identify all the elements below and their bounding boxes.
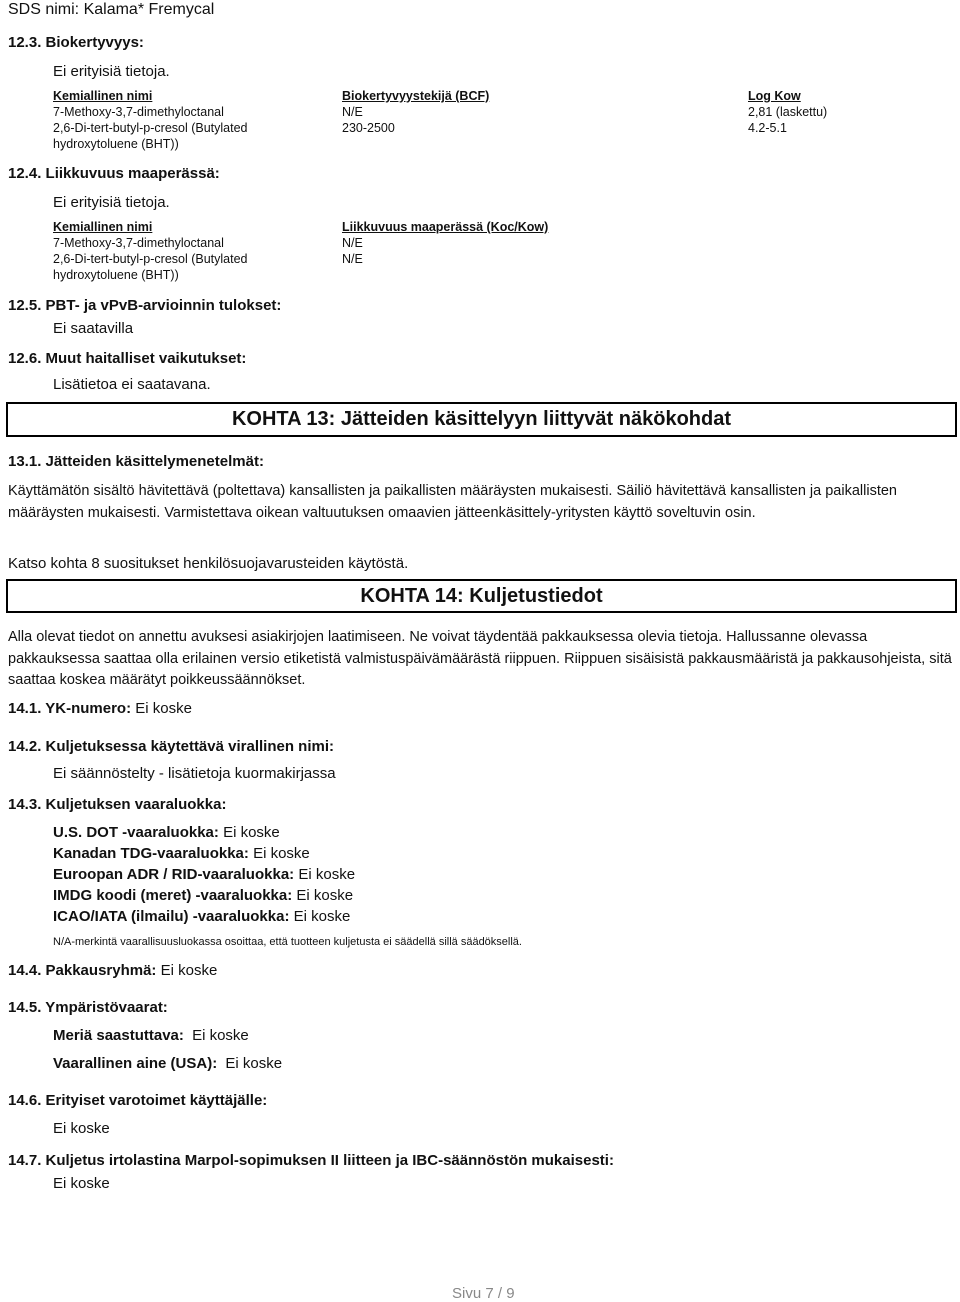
bcf-col-name-header: Kemiallinen nimi	[53, 89, 153, 103]
section-13-1-text: Käyttämätön sisältö hävitettävä (poltettava) kansallisten ja paikallisten määräysten mukaisesti. Säiliö hävitettävä kansallisten ja paikallisten määräysten mukaisesti. Varmistettava oikean valtuutuksen omaavien jätteenkäsittely-yritysten käyttö soveltuvin osin.	[8, 483, 897, 521]
marine-pollutant-label: Meriä saastuttava:	[53, 1027, 184, 1044]
marine-pollutant-value: Ei koske	[192, 1027, 249, 1044]
hazardous-substance-row	[53, 1055, 282, 1072]
section-13-1-heading: 13.1. Jätteiden käsittelymenetelmät:	[8, 453, 264, 470]
yk-number-label: 14.1. YK-numero:	[8, 700, 132, 717]
packing-group-label: 14.4. Pakkausryhmä:	[8, 962, 157, 979]
section-14-6-value: Ei koske	[53, 1120, 110, 1137]
koc-row-2-value: N/E	[342, 252, 363, 266]
class-value: Ei koske	[253, 845, 310, 862]
hazardous-substance-label: Vaarallinen aine (USA):	[53, 1055, 218, 1072]
section-14-intro: Alla olevat tiedot on annettu avuksesi asiakirjojen laatimiseen. Ne voivat täydentää pakkauksessa olevia tietoja. Hallussanne olevassa pakkauksessa saattaa olla erilainen versio etiketistä valmistuspäivämäärästä riippuen. Riippuen sisäisistä pakkausmääristä ja pakkausohjeista, sitä saattaa koskea määrätyt poikkeussäännökset.	[8, 629, 952, 688]
yk-number-value: Ei koske	[135, 700, 192, 717]
section-14-5-heading: 14.5. Ympäristövaarat:	[8, 999, 168, 1016]
bcf-row-2-name: 2,6-Di-tert-butyl-p-cresol (Butylated	[53, 121, 248, 135]
bcf-row-1-bcf: N/E	[342, 105, 363, 119]
section-14-title: KOHTA 14: Kuljetustiedot	[6, 579, 957, 613]
class-label: IMDG koodi (meret) -vaaraluokka:	[53, 887, 293, 904]
section-13-ppe-note: Katso kohta 8 suositukset henkilösuojavarusteiden käytöstä.	[8, 555, 409, 572]
bcf-col-kow-header: Log Kow	[748, 89, 801, 103]
class-label: U.S. DOT -vaaraluokka:	[53, 824, 219, 841]
marine-pollutant-row	[53, 1027, 249, 1044]
section-12-4-heading: 12.4. Liikkuvuus maaperässä:	[8, 165, 220, 182]
section-14-6-heading: 14.6. Erityiset varotoimet käyttäjälle:	[8, 1092, 268, 1109]
koc-row-2-name-cont: hydroxytoluene (BHT))	[53, 268, 179, 282]
section-12-3-heading: 12.3. Biokertyvyys:	[8, 34, 144, 51]
bcf-row-1-kow: 2,81 (laskettu)	[748, 105, 828, 119]
koc-row-2-name: 2,6-Di-tert-butyl-p-cresol (Butylated	[53, 252, 248, 266]
section-14-1-row	[8, 700, 192, 717]
section-14-3-heading: 14.3. Kuljetuksen vaaraluokka:	[8, 796, 227, 813]
koc-col-name-header: Kemiallinen nimi	[53, 220, 153, 234]
section-14-7-heading: 14.7. Kuljetus irtolastina Marpol-sopimuksen II liitteen ja IBC-säännöstön mukaisesti:	[8, 1152, 614, 1169]
class-label: Kanadan TDG-vaaraluokka:	[53, 845, 249, 862]
section-14-4-row	[8, 962, 217, 979]
section-12-6-text: Lisätietoa ei saatavana.	[53, 376, 211, 393]
packing-group-value: Ei koske	[160, 962, 218, 979]
class-value: Ei koske	[223, 824, 280, 841]
section-12-5-heading: 12.5. PBT- ja vPvB-arvioinnin tulokset:	[8, 297, 282, 314]
section-14-7-value: Ei koske	[53, 1175, 110, 1192]
bcf-row-2-name-cont: hydroxytoluene (BHT))	[53, 137, 179, 151]
bcf-row-2-bcf: 230-2500	[342, 121, 395, 135]
section-12-5-text: Ei saatavilla	[53, 320, 134, 337]
section-14-2-heading: 14.2. Kuljetuksessa käytettävä virallinen nimi:	[8, 738, 334, 755]
hazard-class-row	[53, 845, 310, 862]
class-value: Ei koske	[298, 866, 356, 883]
document-header: SDS nimi: Kalama* Fremycal	[8, 1, 215, 18]
hazard-class-row	[53, 824, 280, 841]
section-12-3-note: Ei erityisiä tietoja.	[53, 63, 170, 80]
bcf-row-2-kow: 4.2-5.1	[748, 121, 787, 135]
na-note: N/A-merkintä vaarallisuusluokassa osoittaa, että tuotteen kuljetusta ei säädellä sillä säädöksellä.	[53, 936, 522, 948]
hazardous-substance-value: Ei koske	[225, 1055, 283, 1072]
hazard-class-row	[53, 887, 353, 904]
bcf-row-1-name: 7-Methoxy-3,7-dimethyloctanal	[53, 105, 224, 119]
koc-row-1-name: 7-Methoxy-3,7-dimethyloctanal	[53, 236, 224, 250]
hazard-class-row	[53, 866, 355, 883]
bcf-col-bcf-header: Biokertyvyystekijä (BCF)	[342, 89, 490, 103]
section-12-4-note: Ei erityisiä tietoja.	[53, 194, 170, 211]
class-value: Ei koske	[293, 908, 351, 925]
hazard-class-row	[53, 908, 350, 925]
class-label: ICAO/IATA (ilmailu) -vaaraluokka:	[53, 908, 290, 925]
section-13-title: KOHTA 13: Jätteiden käsittelyyn liittyvät näkökohdat	[6, 402, 957, 437]
class-label: Euroopan ADR / RID-vaaraluokka:	[53, 866, 295, 883]
koc-col-value-header: Liikkuvuus maaperässä (Koc/Kow)	[342, 220, 549, 234]
koc-row-1-value: N/E	[342, 236, 363, 250]
page-number: Sivu 7 / 9	[452, 1285, 515, 1302]
section-12-6-heading: 12.6. Muut haitalliset vaikutukset:	[8, 350, 247, 367]
class-value: Ei koske	[296, 887, 354, 904]
section-14-2-value: Ei säännöstelty - lisätietoja kuormakirjassa	[53, 765, 336, 782]
